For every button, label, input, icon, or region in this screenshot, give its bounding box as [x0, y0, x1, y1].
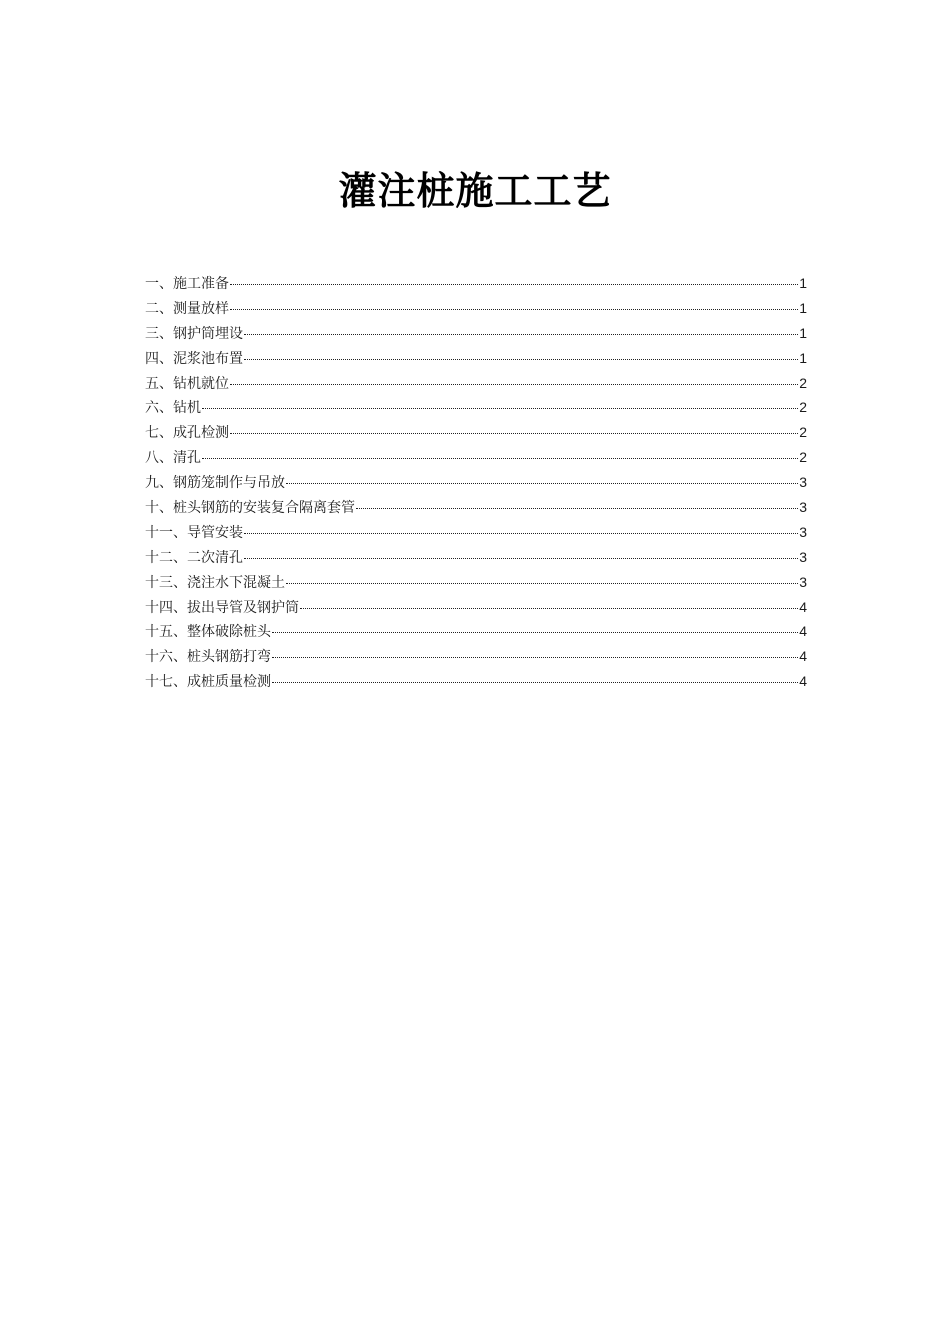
toc-entry-page-number: 3	[799, 573, 807, 590]
toc-dot-leader	[244, 557, 798, 559]
toc-entry[interactable]	[145, 669, 807, 694]
toc-dot-leader	[230, 283, 798, 285]
toc-entry[interactable]	[145, 296, 807, 321]
toc-dot-leader	[286, 482, 798, 484]
toc-dot-leader	[286, 582, 798, 584]
toc-entry-label: 一、施工准备	[145, 276, 229, 292]
toc-dot-leader	[202, 407, 798, 409]
toc-dot-leader	[244, 358, 798, 360]
toc-entry-page-number: 1	[799, 299, 807, 316]
toc-entry-page-number: 4	[799, 673, 807, 690]
toc-entry[interactable]	[145, 346, 807, 371]
toc-entry-label: 十六、桩头钢筋打弯	[145, 649, 271, 666]
toc-entry-label: 四、泥浆池布置	[145, 350, 243, 367]
toc-dot-leader	[230, 383, 798, 385]
toc-entry[interactable]	[145, 644, 807, 669]
toc-entry[interactable]	[145, 420, 807, 445]
toc-entry-label: 八、清孔	[145, 450, 201, 467]
toc-entry-label: 十一、导管安装	[145, 524, 243, 541]
toc-dot-leader	[230, 308, 798, 310]
toc-entry[interactable]	[145, 520, 807, 545]
toc-entry-label: 十五、整体破除桩头	[145, 624, 271, 641]
toc-entry-label: 九、钢筋笼制作与吊放	[145, 475, 285, 492]
toc-entry[interactable]	[145, 495, 807, 520]
toc-entry[interactable]	[145, 371, 807, 396]
toc-entry-label: 十七、成桩质量检测	[145, 674, 271, 691]
toc-entry-label: 六、钻机	[145, 400, 201, 417]
toc-entry[interactable]	[145, 395, 807, 420]
toc-entry-page-number: 2	[799, 424, 807, 441]
toc-entry-page-number: 4	[799, 623, 807, 640]
toc-entry-page-number: 4	[799, 598, 807, 615]
toc-entry-page-number: 3	[799, 474, 807, 491]
toc-dot-leader	[356, 507, 798, 509]
toc-entry[interactable]	[145, 445, 807, 470]
document-title: 灌注桩施工工艺	[338, 168, 612, 213]
toc-entry-page-number: 2	[799, 399, 807, 416]
toc-entry-page-number: 2	[799, 374, 807, 391]
toc-entry-page-number: 1	[799, 324, 807, 341]
toc-dot-leader	[272, 681, 798, 683]
table-of-contents	[145, 271, 807, 694]
toc-dot-leader	[244, 532, 798, 534]
toc-entry[interactable]	[145, 271, 807, 296]
toc-entry-page-number: 3	[799, 499, 807, 516]
toc-entry-label: 十三、浇注水下混凝土	[145, 574, 285, 591]
toc-entry-label: 二、测量放样	[145, 300, 229, 317]
toc-entry[interactable]	[145, 595, 807, 620]
toc-entry-page-number: 2	[799, 449, 807, 466]
toc-entry-label: 三、钢护筒埋设	[145, 325, 243, 342]
toc-entry[interactable]	[145, 619, 807, 644]
toc-entry-page-number: 1	[799, 349, 807, 366]
toc-dot-leader	[300, 607, 798, 609]
toc-dot-leader	[272, 631, 798, 633]
toc-entry-label: 五、钻机就位	[145, 375, 229, 392]
toc-entry[interactable]	[145, 321, 807, 346]
toc-entry-label: 十二、二次清孔	[145, 549, 243, 566]
toc-entry[interactable]	[145, 470, 807, 495]
toc-entry-label: 十四、拔出导管及钢护筒	[145, 599, 299, 616]
toc-entry-label: 十、桩头钢筋的安装复合隔离套管	[145, 500, 355, 517]
toc-entry-page-number: 3	[799, 548, 807, 565]
toc-dot-leader	[230, 432, 798, 434]
toc-entry[interactable]	[145, 570, 807, 595]
toc-entry-label: 七、成孔检测	[145, 425, 229, 442]
toc-dot-leader	[202, 457, 798, 459]
toc-entry-page-number: 3	[799, 523, 807, 540]
toc-entry-page-number: 1	[799, 275, 807, 291]
toc-dot-leader	[272, 656, 798, 658]
toc-entry-page-number: 4	[799, 648, 807, 665]
toc-entry[interactable]	[145, 545, 807, 570]
toc-dot-leader	[244, 333, 798, 335]
